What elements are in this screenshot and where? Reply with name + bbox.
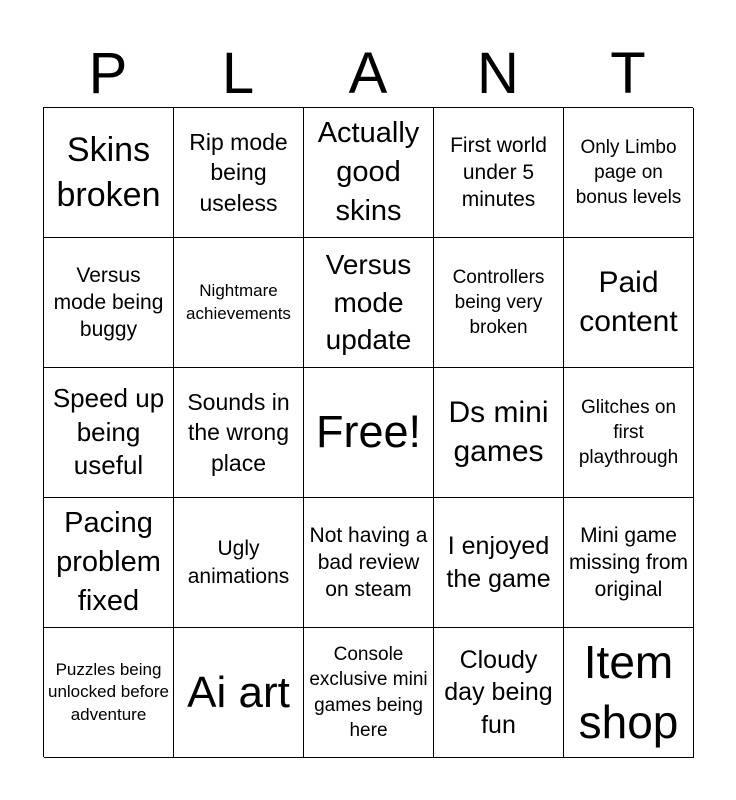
bingo-title — [43, 40, 693, 108]
cell-text: Actually good skins — [317, 116, 420, 228]
bingo-cell[interactable] — [174, 498, 304, 628]
title-letter-n: N — [477, 41, 519, 106]
cell-text: Cloudy day being fun — [444, 645, 553, 739]
bingo-cell[interactable] — [434, 628, 564, 758]
bingo-cell[interactable] — [44, 498, 174, 628]
bingo-cell[interactable] — [174, 238, 304, 368]
cell-text: Ds mini games — [448, 396, 549, 468]
cell-text: Glitches on first playthrough — [578, 396, 679, 469]
bingo-cell[interactable] — [564, 368, 694, 498]
cell-text: First world under 5 minutes — [450, 133, 547, 212]
bingo-cell[interactable] — [434, 368, 564, 498]
cell-text: Puzzles being unlocked before adventure — [48, 659, 169, 724]
cell-text: I enjoyed the game — [446, 532, 551, 593]
cell-text: Ai art — [187, 667, 290, 717]
cell-text: Sounds in the wrong place — [187, 388, 290, 476]
bingo-cell[interactable] — [434, 108, 564, 238]
cell-text: Versus mode update — [325, 248, 412, 356]
bingo-board — [43, 107, 693, 757]
bingo-cell[interactable] — [174, 108, 304, 238]
cell-text: Speed up being useful — [52, 382, 165, 481]
cell-text: Versus mode being buggy — [53, 263, 164, 342]
bingo-cell[interactable] — [304, 238, 434, 368]
bingo-cell[interactable] — [44, 238, 174, 368]
title-letter-l: L — [221, 41, 255, 106]
bingo-cell[interactable] — [44, 368, 174, 498]
title-letter-p: P — [88, 41, 128, 106]
bingo-cell[interactable] — [304, 498, 434, 628]
free-space-text: Free! — [315, 406, 422, 458]
bingo-cell[interactable] — [174, 368, 304, 498]
bingo-cell[interactable] — [304, 368, 434, 498]
cell-text: Item shop — [578, 635, 679, 748]
cell-text: Mini game missing from original — [568, 523, 689, 602]
bingo-cell[interactable] — [304, 628, 434, 758]
cell-text: Not having a bad review on steam — [309, 523, 428, 602]
title-letter-a: A — [348, 41, 388, 106]
bingo-cell[interactable] — [304, 108, 434, 238]
bingo-cell[interactable] — [174, 628, 304, 758]
bingo-cell[interactable] — [434, 498, 564, 628]
bingo-cell[interactable] — [44, 108, 174, 238]
cell-text: Nightmare achievements — [186, 281, 291, 323]
cell-text: Pacing problem fixed — [56, 506, 161, 618]
cell-text: Controllers being very broken — [452, 266, 545, 339]
bingo-cell[interactable] — [44, 628, 174, 758]
cell-text: Paid content — [579, 266, 678, 338]
cell-text: Skins broken — [56, 131, 161, 214]
cell-text: Rip mode being useless — [189, 128, 288, 216]
title-letter-t: T — [610, 41, 646, 106]
cell-text: Only Limbo page on bonus levels — [575, 136, 682, 209]
bingo-cell[interactable] — [564, 108, 694, 238]
bingo-cell[interactable] — [564, 238, 694, 368]
cell-text: Console exclusive mini games being here — [309, 644, 428, 741]
cell-text: Ugly animations — [187, 537, 290, 588]
bingo-cell[interactable] — [434, 238, 564, 368]
bingo-cell[interactable] — [564, 498, 694, 628]
bingo-cell[interactable] — [564, 628, 694, 758]
